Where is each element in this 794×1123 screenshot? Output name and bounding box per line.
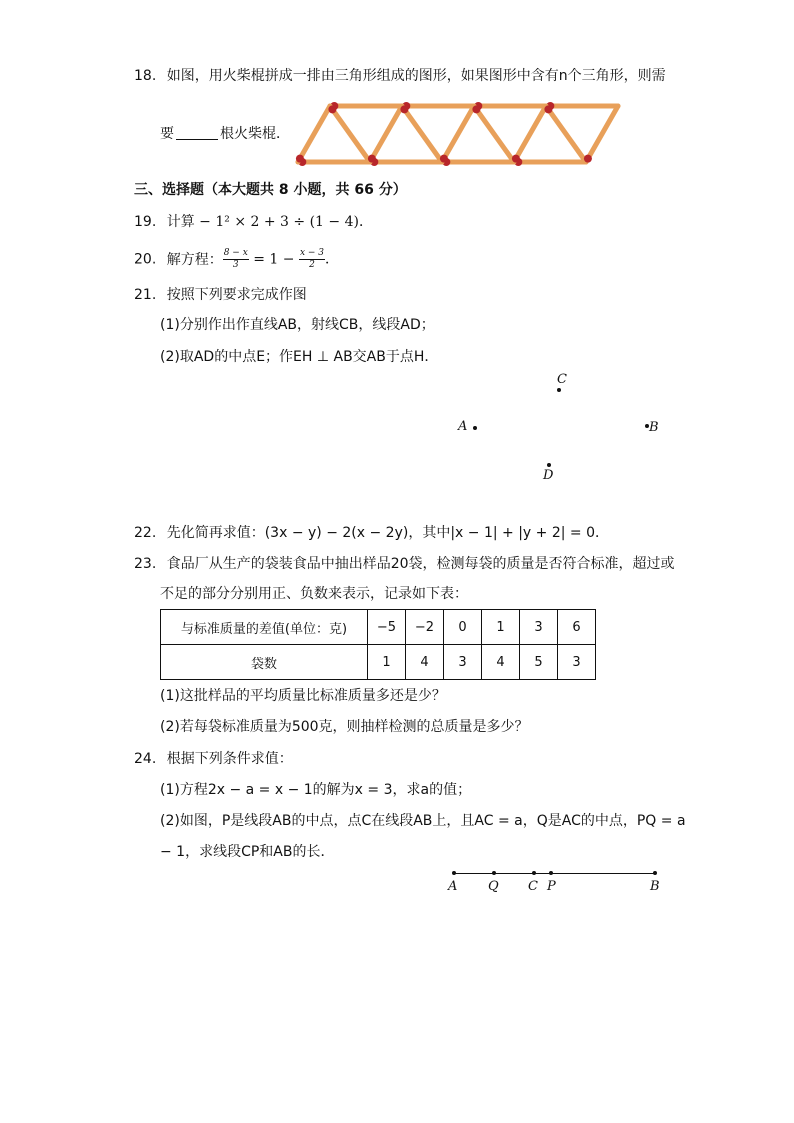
- segment-point-b: [653, 871, 657, 875]
- matchstick: [514, 106, 546, 162]
- fraction-1-numerator: 8 − x: [223, 248, 248, 258]
- segment-label-b: B: [650, 879, 660, 894]
- q19-text: 计算 − 1² × 2 + 3 ÷ (1 − 4)．: [166, 214, 373, 230]
- q22: [134, 523, 609, 543]
- q20-middle: = 1 −: [248, 251, 299, 268]
- matchstick: [442, 106, 474, 162]
- table-cell: −2: [406, 610, 444, 645]
- q18: [134, 66, 666, 86]
- q19: [134, 212, 373, 232]
- table-cell: 3: [558, 645, 596, 680]
- matchstick: [546, 106, 586, 162]
- segment-point-a: [452, 871, 456, 875]
- q21-text: 按照下列要求完成作图: [166, 287, 307, 303]
- table-cell: 4: [482, 645, 520, 680]
- q19-number: 19.: [134, 214, 157, 230]
- q24-text: 根据下列条件求值：: [166, 751, 293, 767]
- matchstick: [586, 106, 618, 162]
- point-c: [557, 388, 561, 392]
- fraction-1-denominator: 3: [232, 260, 239, 270]
- matchstick-head: [584, 155, 592, 163]
- q24-part1: (1)方程2x − a = x − 1的解为x = 3，求a的值；: [160, 782, 472, 798]
- matchstick-triangles-figure: [292, 98, 622, 168]
- q18-number: 18.: [134, 68, 157, 84]
- segment-label-p: P: [547, 879, 556, 894]
- q21-part1: (1)分别作出作直线AB，射线CB，线段AD；: [160, 317, 435, 333]
- segment-label-a: A: [448, 879, 458, 894]
- segment-point-q: [492, 871, 496, 875]
- table-cell: 1: [482, 610, 520, 645]
- table-cell: 1: [368, 645, 406, 680]
- matchstick-head: [328, 105, 336, 113]
- matchstick-head: [296, 155, 304, 163]
- segment-point-c: [532, 871, 536, 875]
- data-table: [160, 609, 596, 680]
- matchstick-head: [368, 155, 376, 163]
- table-row: [161, 610, 596, 645]
- matchstick-head: [512, 155, 520, 163]
- q23-text-line1: 食品厂从生产的袋装食品中抽出样品20袋，检测每袋的质量是否符合标准，超过或: [166, 556, 675, 572]
- fraction-2-denominator: 2: [309, 260, 315, 270]
- matchstick: [298, 106, 330, 162]
- matchstick-head: [400, 105, 408, 113]
- matchstick-head: [440, 155, 448, 163]
- q24: [134, 749, 293, 769]
- segment-point-p: [549, 871, 553, 875]
- fraction-2-numerator: x − 3: [299, 248, 325, 258]
- point-a: [473, 426, 477, 430]
- q23-part2: (2)若每袋标准质量为500克，则抽样检测的总质量是多少？: [160, 719, 529, 735]
- matchstick: [474, 106, 514, 162]
- q22-number: 22.: [134, 525, 157, 541]
- q20-prefix: 解方程：: [166, 251, 223, 268]
- table-cell: 4: [406, 645, 444, 680]
- q24-number: 24.: [134, 751, 157, 767]
- table-cell: 5: [520, 645, 558, 680]
- q24-part2-line1: (2)如图，P是线段AB的中点，点C在线段AB上，且AC = a，Q是AC的中点，PQ = a: [160, 813, 686, 829]
- q20-suffix: ．: [325, 251, 340, 268]
- section-heading: 三、选择题（本大题共 8 小题，共 66 分）: [134, 182, 407, 198]
- matchstick: [370, 106, 402, 162]
- table-cell: 6: [558, 610, 596, 645]
- point-a-label: A: [458, 419, 468, 434]
- q18-line2: [160, 124, 290, 144]
- q18-text-before-blank: 要: [160, 126, 174, 142]
- q21-number: 21.: [134, 287, 157, 303]
- point-d: [547, 463, 551, 467]
- q23-text-line2: 不足的部分分别用正、负数来表示，记录如下表：: [160, 586, 468, 602]
- table-cell: 0: [444, 610, 482, 645]
- q18-text-line1: 如图，用火柴棍拼成一排由三角形组成的图形，如果图形中含有n个三角形，则需: [166, 68, 666, 84]
- segment-label-c: C: [528, 879, 538, 894]
- q24-part2-line2: − 1，求线段CP和AB的长．: [160, 844, 335, 860]
- table-cell: −5: [368, 610, 406, 645]
- segment-ab: [454, 873, 655, 874]
- table-row: [161, 645, 596, 680]
- segment-label-q: Q: [488, 879, 499, 894]
- fraction-1: [223, 248, 249, 271]
- answer-blank[interactable]: [176, 125, 218, 140]
- matchstick: [330, 106, 370, 162]
- matchstick-head: [544, 105, 552, 113]
- table-cell-header: 与标准质量的差值(单位：克): [161, 610, 368, 645]
- q20: [134, 248, 339, 271]
- table-cell-header: 袋数: [161, 645, 368, 680]
- q18-text-after-blank: 根火柴棍．: [220, 126, 290, 142]
- q21-part2: (2)取AD的中点E；作EH ⊥ AB交AB于点H．: [160, 349, 439, 365]
- q22-text: 先化简再求值：(3x − y) − 2(x − 2y)，其中|x − 1| + |y + 2| = 0．: [166, 525, 610, 541]
- q21: [134, 285, 307, 305]
- table-cell: 3: [444, 645, 482, 680]
- table-cell: 3: [520, 610, 558, 645]
- q23: [134, 554, 675, 574]
- fraction-2: [299, 248, 325, 271]
- point-d-label: D: [543, 468, 554, 483]
- q23-part1: (1)这批样品的平均质量比标准质量多还是少？: [160, 688, 446, 704]
- q20-number: 20.: [134, 251, 157, 268]
- matchstick: [402, 106, 442, 162]
- matchstick-head: [472, 105, 480, 113]
- q23-number: 23.: [134, 556, 157, 572]
- point-b-label: B: [649, 420, 659, 435]
- point-c-label: C: [557, 372, 567, 387]
